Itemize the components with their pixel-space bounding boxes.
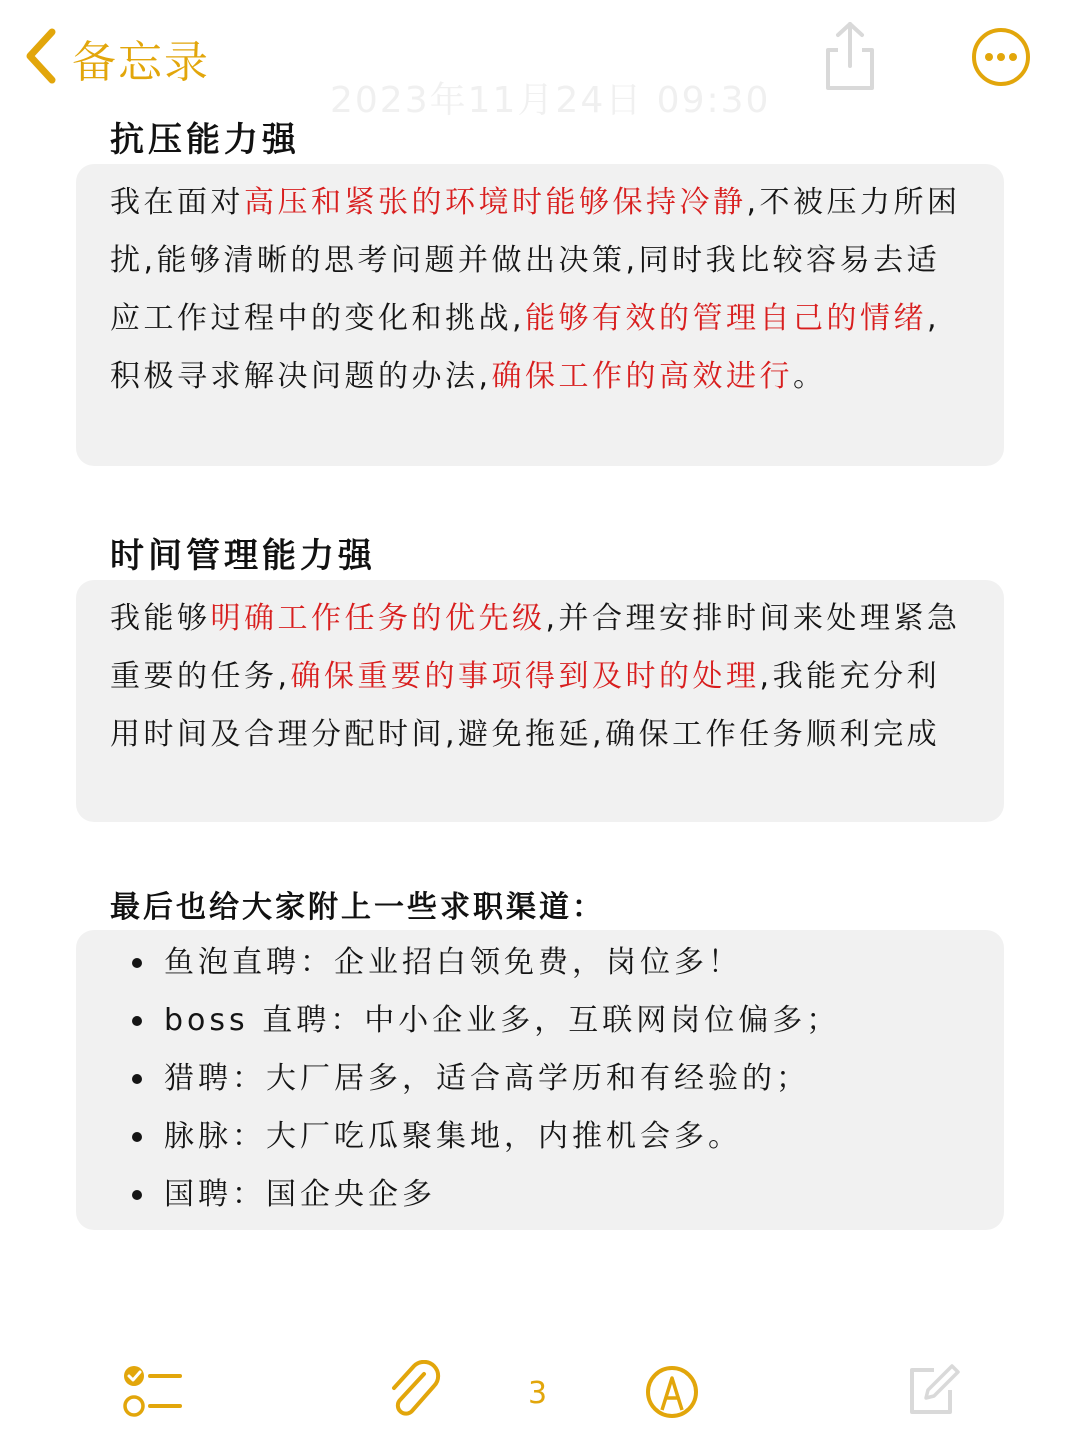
list-item xyxy=(132,1166,1004,1224)
pen-tip-circle-icon xyxy=(644,1405,700,1424)
compose-icon xyxy=(904,1405,962,1424)
page-number: 3 xyxy=(528,1376,548,1411)
bullet-icon xyxy=(132,958,142,968)
bullet-icon xyxy=(132,1074,142,1084)
ellipsis-circle-icon xyxy=(970,73,1032,92)
bullet-icon xyxy=(132,1016,142,1026)
text-segment: ,不被压力所困扰,能够清晰的思考问题并做出决策,同时我比较容易去适应工作过程中的变化和挑战, xyxy=(110,185,961,336)
share-icon xyxy=(818,77,882,96)
list-item xyxy=(132,1108,1004,1166)
list-item xyxy=(132,1050,1004,1108)
markup-button[interactable] xyxy=(644,1364,700,1424)
back-button[interactable] xyxy=(20,26,210,90)
highlighted-text: 确保重要的事项得到及时的处理 xyxy=(290,659,760,694)
text-segment: ,并合理安排时间来处理紧急重要的任务, xyxy=(110,601,961,694)
checklist-icon xyxy=(120,1407,184,1426)
attachment-button[interactable] xyxy=(384,1360,444,1428)
chevron-left-icon xyxy=(20,26,60,90)
list-item-text: 国聘：国企央企多 xyxy=(164,1177,436,1212)
text-block xyxy=(76,164,1004,466)
checklist-button[interactable] xyxy=(120,1362,184,1426)
share-button[interactable] xyxy=(818,20,882,96)
channel-list xyxy=(76,930,1004,1224)
bullet-icon xyxy=(132,1132,142,1142)
text-segment: 我能够 xyxy=(110,601,211,636)
highlighted-text: 能够有效的管理自己的情绪 xyxy=(525,301,928,336)
list-item xyxy=(132,992,1004,1050)
section-title: 时间管理能力强 xyxy=(110,536,376,576)
highlighted-text: 确保工作的高效进行 xyxy=(491,359,794,394)
list-item-text: 猎聘：大厂居多，适合高学历和有经验的； xyxy=(164,1061,810,1096)
highlighted-text: 明确工作任务的优先级 xyxy=(210,601,546,636)
more-options-button[interactable] xyxy=(970,26,1032,92)
text-segment: ,我能充分利用时间及合理分配时间,避免拖延,确保工作任务顺利完成 xyxy=(110,659,941,752)
list-item xyxy=(132,934,1004,992)
section-title: 抗压能力强 xyxy=(110,120,300,160)
paragraph xyxy=(76,164,1004,406)
text-segment: 我在面对 xyxy=(110,185,244,220)
text-segment: ,积极寻求解决问题的办法, xyxy=(110,301,941,394)
highlighted-text: 高压和紧张的环境时能够保持冷静 xyxy=(244,185,747,220)
note-date: 2023年11月24日 09:30 xyxy=(330,80,771,121)
text-block xyxy=(76,580,1004,822)
paragraph xyxy=(76,580,1004,764)
bullet-icon xyxy=(132,1190,142,1200)
compose-button[interactable] xyxy=(904,1362,962,1424)
channel-list-block xyxy=(76,930,1004,1230)
paperclip-icon xyxy=(384,1409,444,1428)
back-label: 备忘录 xyxy=(72,37,210,88)
channels-title: 最后也给大家附上一些求职渠道： xyxy=(110,890,605,925)
list-item-text: boss 直聘：中小企业多，互联网岗位偏多； xyxy=(164,1003,841,1038)
list-item-text: 鱼泡直聘：企业招白领免费，岗位多！ xyxy=(164,945,742,980)
text-segment: 。 xyxy=(793,359,827,394)
list-item-text: 脉脉：大厂吃瓜聚集地，内推机会多。 xyxy=(164,1119,742,1154)
